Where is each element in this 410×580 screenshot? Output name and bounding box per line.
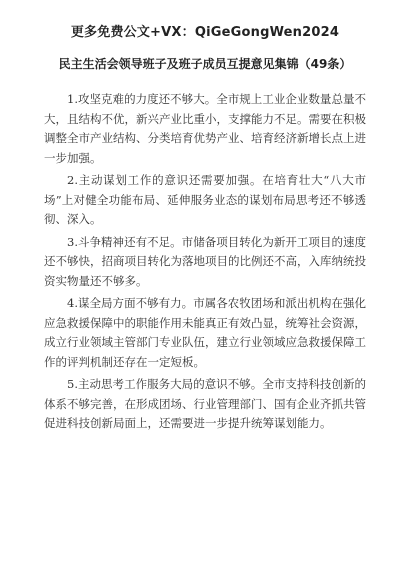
promo-header: 更多免费公文+VX：QiGeGongWen2024 [70, 25, 340, 40]
paragraph-3: 3.斗争精神还有不足。市储备项目转化为新开工项目的速度还不够快，招商项目转化为落地项目的比例还不高，入库纳统投资实物量还不够多。 [44, 234, 366, 288]
document-title: 民主生活会领导班子及班子成员互提意见集锦（49条） [58, 57, 352, 71]
paragraph-4: 4.谋全局方面不够有力。市属各农牧团场和派出机构在强化应急救援保障中的职能作用未能真正有效凸显，统筹社会资源，成立行业领域主管部门专业队伍，建立行业领域应急救援保障工作的评判机制还存在一定短板。 [44, 296, 366, 369]
document-body [44, 90, 366, 437]
paragraph-1: 1.攻坚克难的力度还不够大。全市规上工业企业数量总量不大，且结构不优，新兴产业比重小，支撑能力不足。需要在积极调整全市产业结构、分类培育优势产业、培育经济新增长点上进一步加强。 [44, 92, 366, 165]
paragraph-2: 2.主动谋划工作的意识还需要加强。在培育壮大“八大市场”上对健全功能布局、延伸服务业态的谋划布局思考还不够透彻、深入。 [44, 173, 366, 226]
paragraph-5: 5.主动思考工作服务大局的意识不够。全市支持科技创新的体系不够完善，在形成团场、行业管理部门、国有企业齐抓共管促进科技创新局面上，还需要进一步提升统筹谋划能力。 [44, 377, 366, 430]
